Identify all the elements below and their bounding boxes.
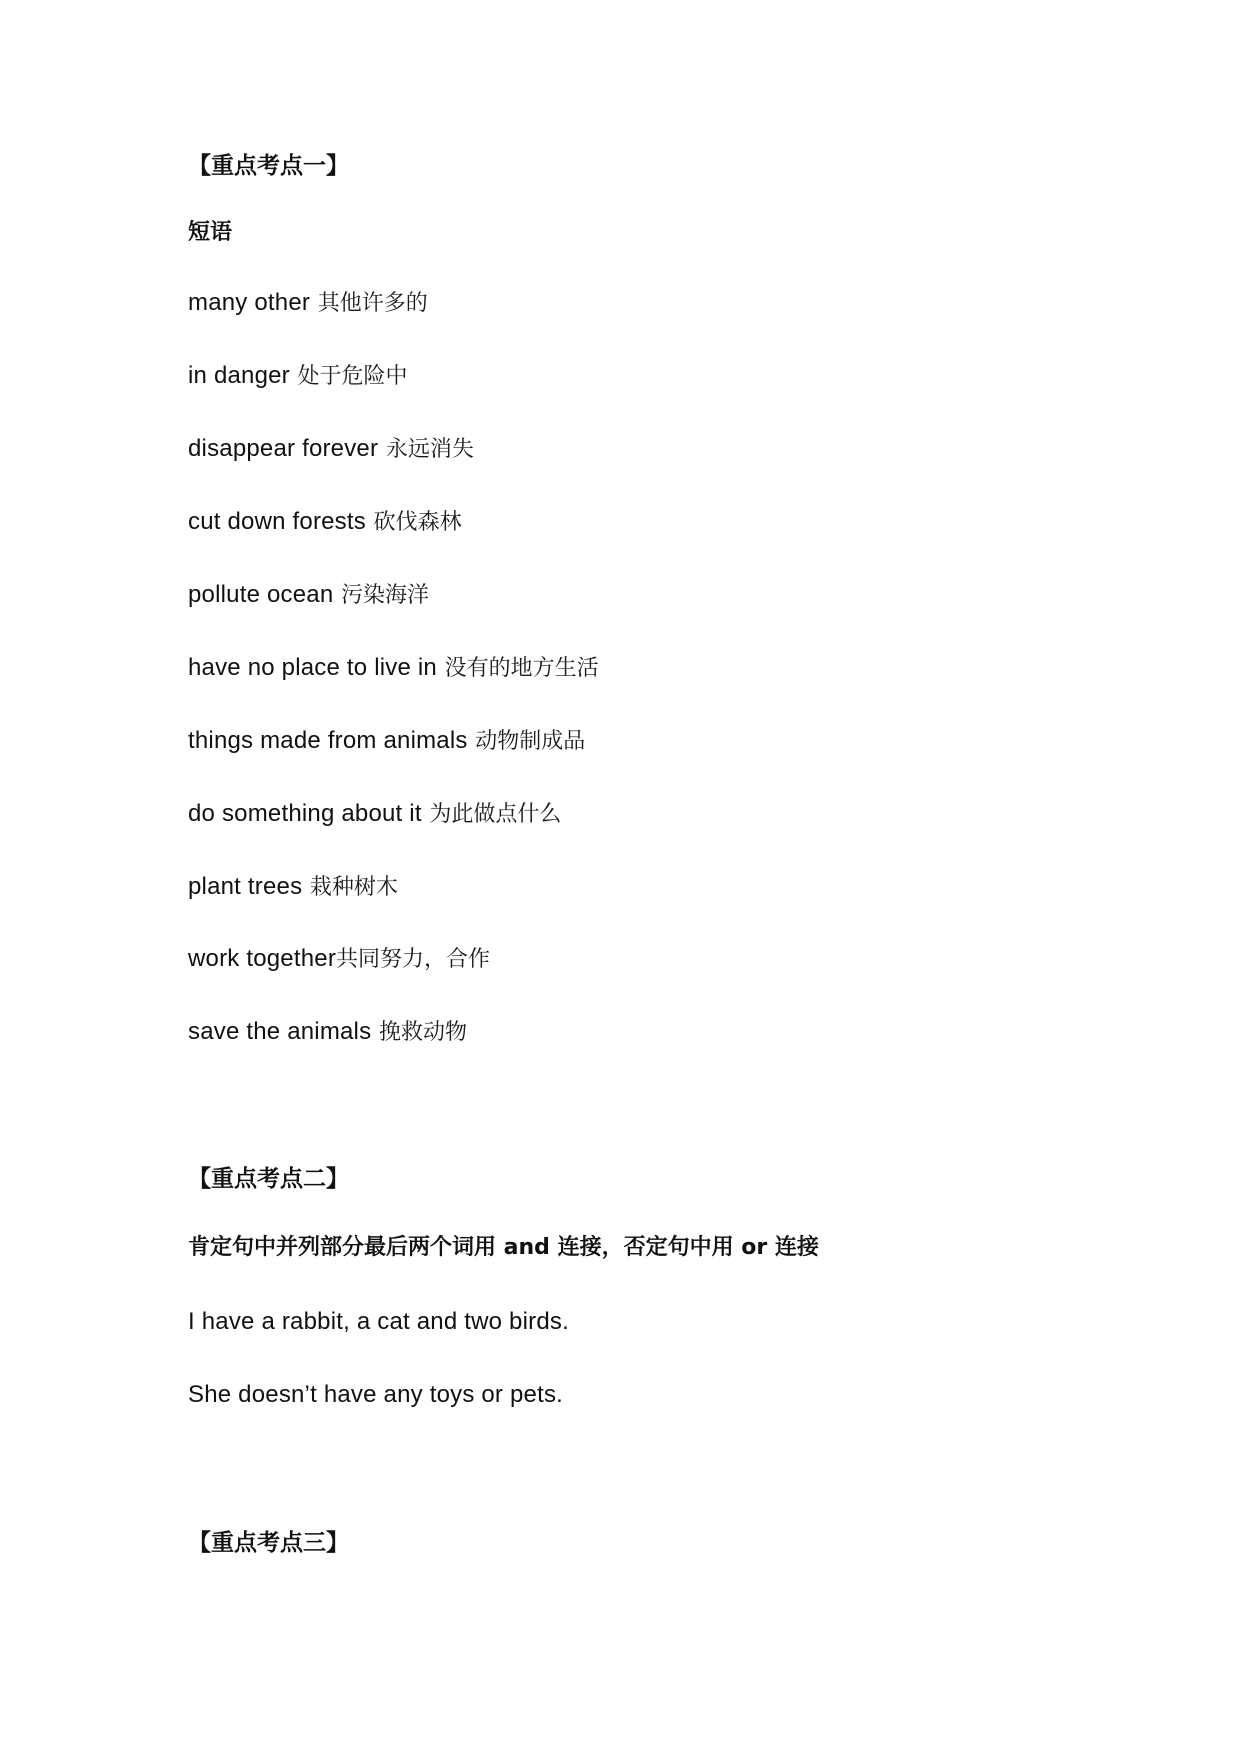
section-2-subheading: 肯定句中并列部分最后两个词用 and 连接，否定句中用 or 连接 (188, 1235, 819, 1260)
phrase-item (188, 363, 408, 388)
phrase-item (188, 436, 474, 461)
example-sentence: She doesn’t have any toys or pets. (188, 1381, 564, 1408)
phrase-chinese: 其他许多的 (317, 291, 428, 316)
phrase-english: pollute ocean (188, 581, 334, 608)
phrase-english: work together (188, 945, 337, 972)
phrase-chinese: 砍伐森林 (373, 510, 462, 535)
phrase-chinese: 永远消失 (385, 437, 474, 462)
example-sentence: I have a rabbit, a cat and two birds. (188, 1308, 569, 1335)
section-2-heading: 【重点考点二】 (188, 1166, 349, 1192)
phrase-item (188, 946, 490, 971)
phrase-chinese: 共同努力，合作 (336, 947, 491, 972)
phrase-english: in danger (188, 362, 290, 389)
phrase-item (188, 509, 462, 534)
phrase-chinese: 污染海洋 (341, 583, 430, 608)
phrase-english: many other (188, 289, 311, 316)
section-1-heading: 【重点考点一】 (188, 153, 349, 179)
section-3-heading: 【重点考点三】 (188, 1530, 349, 1556)
phrase-english: save the animals (188, 1018, 372, 1045)
phrase-chinese: 为此做点什么 (429, 802, 562, 827)
phrase-item (188, 801, 561, 826)
phrase-english: do something about it (188, 800, 422, 827)
phrase-item (188, 655, 599, 680)
phrase-item (188, 1019, 467, 1044)
phrase-english: things made from animals (188, 727, 468, 754)
phrase-english: cut down forests (188, 508, 366, 535)
phrase-item (188, 728, 585, 753)
phrase-chinese: 动物制成品 (475, 729, 586, 754)
phrase-chinese: 挽救动物 (378, 1020, 467, 1045)
phrase-item (188, 290, 428, 315)
phrase-chinese: 栽种树木 (309, 875, 398, 900)
phrase-chinese: 处于危险中 (297, 364, 408, 389)
phrase-item (188, 582, 429, 607)
section-1-subheading: 短语 (188, 220, 233, 245)
phrase-english: disappear forever (188, 435, 379, 462)
phrase-english: have no place to live in (188, 654, 437, 681)
phrase-english: plant trees (188, 873, 303, 900)
phrase-chinese: 没有的地方生活 (444, 656, 599, 681)
phrase-item (188, 874, 398, 899)
